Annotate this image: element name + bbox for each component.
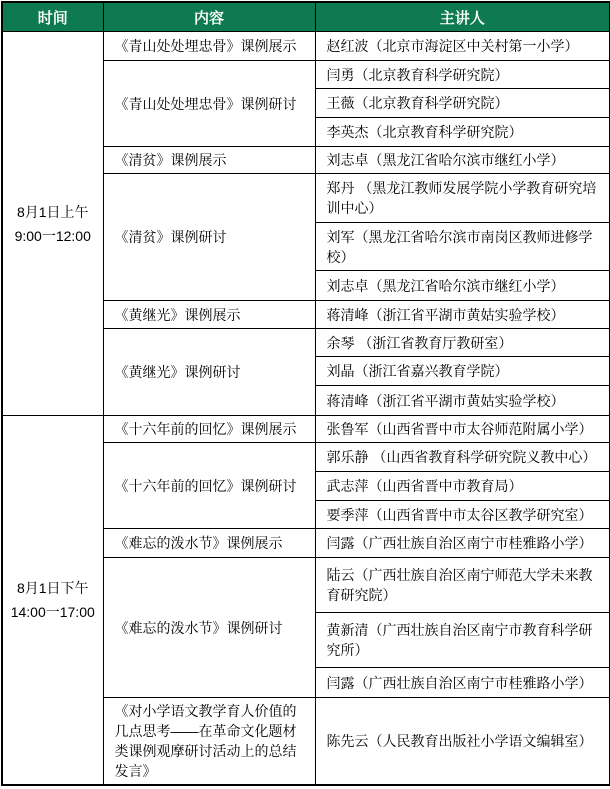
- header-time: 时间: [2, 2, 103, 32]
- speaker-cell: 张鲁军（山西省晋中市太谷师范附属小学）: [315, 416, 610, 443]
- time-date: 8月1日下午: [16, 580, 89, 596]
- speaker-cell: 蒋清峰（浙江省平湖市黄姑实验学校）: [315, 386, 610, 416]
- content-cell: 《黄继光》课例研讨: [103, 329, 315, 416]
- time-date: 8月1日上午: [16, 203, 89, 220]
- content-cell: 《青山处处埋忠骨》课例研讨: [103, 61, 315, 147]
- time-range: 9:00一12:00: [14, 227, 91, 244]
- content-cell: 《对小学语文教学育人价值的几点思考——在革命文化题材类课例观摩研讨活动上的总结发言》: [103, 698, 315, 786]
- speaker-cell: 武志萍（山西省晋中市教育局）: [315, 472, 610, 501]
- speaker-cell: 刘军（黑龙江省哈尔滨市南岗区教师进修学校）: [315, 223, 610, 271]
- time-cell-afternoon: [2, 416, 103, 786]
- speaker-cell: 王薇（北京教育科学研究院）: [315, 89, 610, 118]
- content-cell: 《清贫》课例展示: [103, 147, 315, 174]
- speaker-cell: 闫露（广西壮族自治区南宁市桂雅路小学）: [315, 668, 610, 698]
- speaker-cell: 刘志卓（黑龙江省哈尔滨市继红小学）: [315, 271, 610, 301]
- content-cell: 《难忘的泼水节》课例研讨: [103, 558, 315, 698]
- speaker-cell: 陈先云（人民教育出版社小学语文编辑室）: [315, 698, 610, 786]
- header-row: [2, 2, 610, 32]
- time-cell-morning: [2, 32, 103, 416]
- content-cell: 《黄继光》课例展示: [103, 301, 315, 329]
- speaker-cell: 余琴 （浙江省教育厅教研室）: [315, 329, 610, 357]
- speaker-cell: 闫露（广西壮族自治区南宁市桂雅路小学）: [315, 529, 610, 558]
- header-content: 内容: [103, 2, 315, 32]
- speaker-cell: 蒋清峰（浙江省平湖市黄姑实验学校）: [315, 301, 610, 329]
- speaker-cell: 陆云（广西壮族自治区南宁师范大学未来教育研究院）: [315, 558, 610, 613]
- speaker-cell: 刘志卓（黑龙江省哈尔滨市继红小学）: [315, 147, 610, 174]
- speaker-cell: 赵红波（北京市海淀区中关村第一小学）: [315, 32, 610, 61]
- speaker-cell: 闫勇（北京教育科学研究院）: [315, 61, 610, 89]
- content-cell: 《十六年前的回忆》课例展示: [103, 416, 315, 443]
- time-range: 14:00一17:00: [10, 604, 95, 620]
- speaker-cell: 黄新清（广西壮族自治区南宁市教育科学研究所）: [315, 613, 610, 668]
- speaker-cell: 要季萍（山西省晋中市太谷区教学研究室）: [315, 501, 610, 529]
- schedule-table: [1, 1, 610, 786]
- content-cell: 《清贫》课例研讨: [103, 174, 315, 301]
- content-cell: 《青山处处埋忠骨》课例展示: [103, 32, 315, 61]
- content-cell: 《十六年前的回忆》课例研讨: [103, 443, 315, 529]
- speaker-cell: 刘晶（浙江省嘉兴教育学院）: [315, 357, 610, 386]
- speaker-cell: 郭乐静 （山西省教育科学研究院义教中心）: [315, 443, 610, 472]
- content-cell: 《难忘的泼水节》课例展示: [103, 529, 315, 558]
- table-row: [2, 32, 610, 61]
- table-row: [2, 416, 610, 443]
- speaker-cell: 李英杰（北京教育科学研究院）: [315, 118, 610, 147]
- speaker-cell: 郑丹 （黑龙江教师发展学院小学教育研究培训中心）: [315, 174, 610, 223]
- header-speaker: 主讲人: [315, 2, 610, 32]
